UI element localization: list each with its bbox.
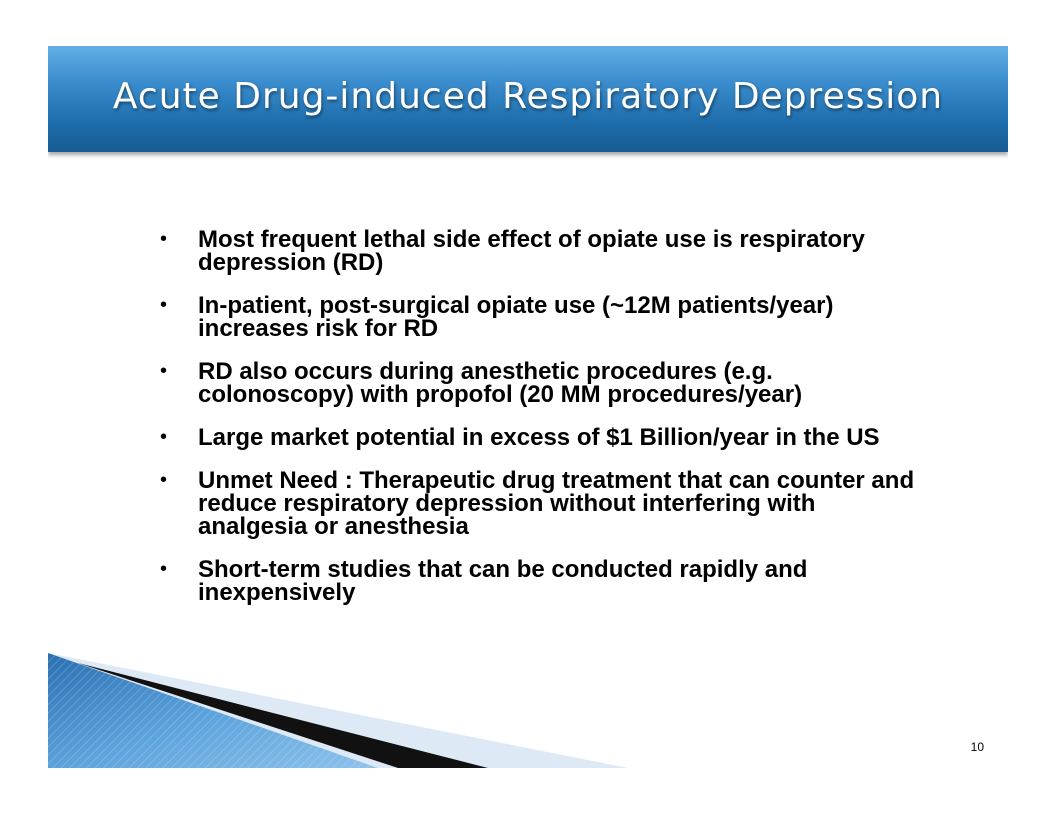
slide [48, 46, 1008, 768]
slide-title: Acute Drug-induced Respiratory Depression [112, 75, 944, 117]
bullet-text: Unmet Need : Therapeutic drug treatment that can counter and reduce respiratory depression without interfering with analgesia or anesthesia [198, 467, 915, 540]
title-bar [48, 46, 1008, 152]
bullet-item [160, 294, 920, 340]
bullet-icon: • [160, 228, 168, 250]
bullet-text: In-patient, post-surgical opiate use (~12M patients/year) increases risk for RD [198, 292, 834, 342]
bullet-item [160, 558, 920, 604]
bullet-text: RD also occurs during anesthetic procedures (e.g. colonoscopy) with propofol (20 MM procedures/year) [198, 358, 803, 408]
bullet-icon: • [160, 294, 168, 316]
bullet-text: Short-term studies that can be conducted rapidly and inexpensively [198, 556, 808, 606]
bullet-icon: • [160, 360, 168, 382]
bullet-list [160, 228, 920, 624]
bullet-icon: • [160, 426, 168, 448]
bullet-item [160, 228, 920, 274]
bullet-text: Most frequent lethal side effect of opiate use is respiratory depression (RD) [198, 226, 865, 276]
corner-swoosh-decoration [48, 653, 628, 768]
page-number: 10 [970, 740, 984, 754]
bullet-item [160, 360, 920, 406]
bullet-icon: • [160, 558, 168, 580]
bullet-text: Large market potential in excess of $1 Billion/year in the US [198, 424, 880, 451]
bullet-item [160, 426, 920, 449]
bullet-item [160, 469, 920, 538]
bullet-icon: • [160, 469, 168, 491]
